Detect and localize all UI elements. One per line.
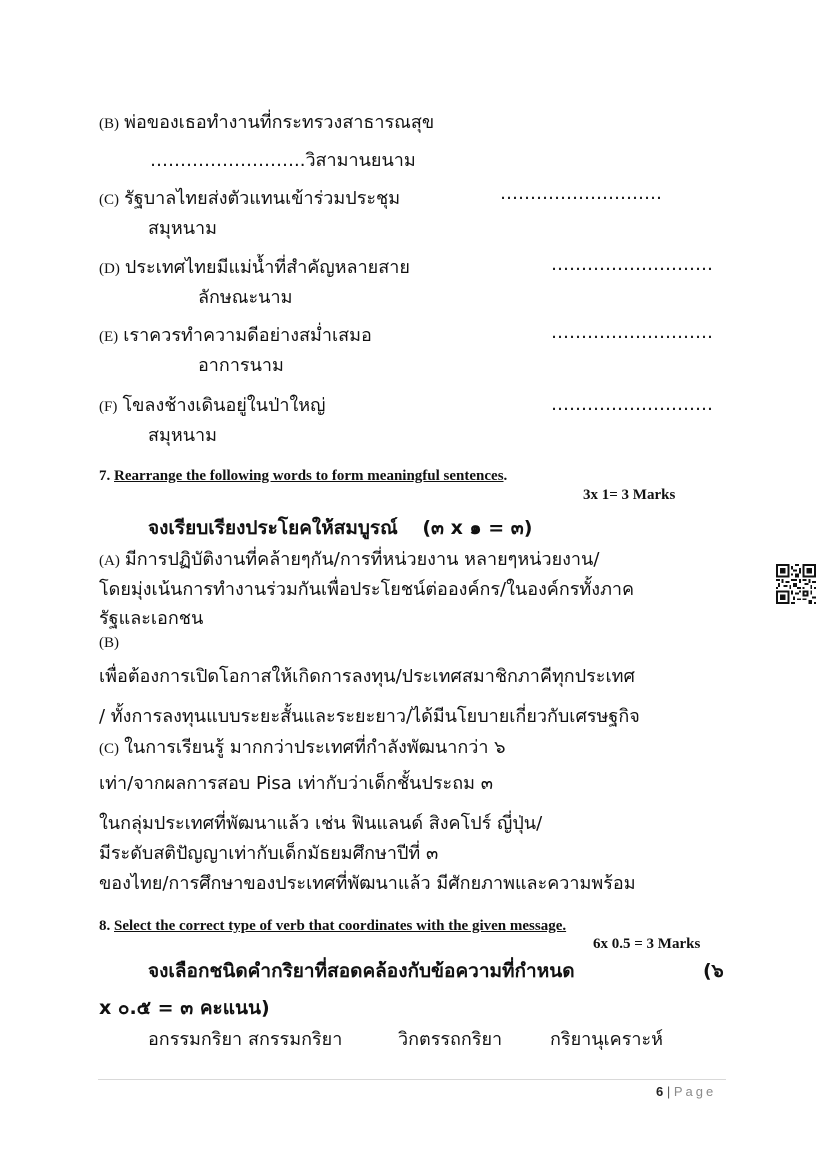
q8-number: 8. (99, 918, 111, 934)
q7-c-line3: ในกลุ่มประเทศที่พัฒนาแล้ว เช่น ฟินแลนด์ สิงคโปร์ ญี่ปุ่น/ (99, 813, 543, 834)
q6-f-blank: ……………………… (551, 394, 713, 415)
q6-f-text: โขลงช้างเดินอยู่ในป่าใหญ่ (122, 395, 326, 416)
q7-a-text1: มีการปฏิบัติงานที่คล้ายๆกัน/การที่หน่วยงาน หลายๆหน่วยงาน/ (124, 549, 600, 570)
q8-thai-marks-1: (๖ (703, 960, 724, 982)
q8-option-3: วิกตรรถกริยา (398, 1029, 503, 1050)
q6-item-f (99, 390, 325, 419)
q6-d-answer: ลักษณะนาม (198, 287, 293, 308)
q6-d-blank: ……………………… (551, 254, 713, 275)
q8-heading (99, 918, 566, 935)
q7-c-line4: มีระดับสติปัญญาเท่ากับเด็กมัธยมศึกษาปีที่ ๓ (99, 843, 439, 864)
q7-b-line2: / ทั้งการลงทุนแบบระยะสั้นและระยะยาว/ได้มีนโยบายเกี่ยวกับเศรษฐกิจ (99, 706, 640, 727)
q6-c-blank: ……………………… (500, 183, 662, 204)
q7-a-line2: โดยมุ่งเน้นการทำงานร่วมกันเพื่อประโยชน์ต่อองค์กร/ในองค์กรทั้งภาค (99, 579, 635, 600)
q6-item-d (99, 252, 410, 281)
q6-b-text: พ่อของเธอทำงานที่กระทรวงสาธารณสุข (124, 112, 435, 133)
page-label: Page (673, 1084, 717, 1099)
q6-e-marker: (E) (99, 329, 119, 345)
q7-a-line3: รัฐและเอกชน (99, 608, 204, 629)
q6-c-text: รัฐบาลไทยส่งตัวแทนเข้าร่วมประชุม (124, 188, 401, 209)
q6-c-marker: (C) (99, 192, 119, 208)
q6-f-answer: สมุหนาม (148, 425, 217, 446)
q7-a-line1 (99, 544, 599, 573)
q6-item-b (99, 107, 434, 136)
q8-option-4: กริยานุเคราะห์ (550, 1029, 664, 1050)
page-number: 6 (656, 1084, 664, 1099)
q7-c-text1: ในการเรียนรู้ มากกว่าประเทศที่กำลังพัฒนากว่า ๖ (124, 737, 506, 758)
q6-d-marker: (D) (99, 261, 120, 277)
q7-b-marker: (B) (99, 635, 119, 651)
q6-b-answer: ……………………..วิสามานยนาม (150, 150, 416, 171)
q7-title: Rearrange the following words to form meaningful sentences (114, 468, 504, 484)
q8-marks: 6x 0.5 = 3 Marks (593, 936, 701, 952)
q6-item-c (99, 183, 400, 212)
q7-thai-heading (148, 513, 532, 543)
q7-marks: 3x 1= 3 Marks (583, 487, 676, 503)
q6-b-marker: (B) (99, 116, 119, 132)
q6-f-marker: (F) (99, 399, 118, 415)
footer-divider (98, 1079, 726, 1080)
q7-period: . (503, 468, 508, 484)
q6-d-text: ประเทศไทยมีแม่น้ำที่สำคัญหลายสาย (124, 257, 410, 278)
footer-separator: | (666, 1084, 671, 1099)
q6-item-e (99, 320, 372, 349)
q7-heading (99, 468, 507, 485)
qr-code (776, 564, 816, 604)
q6-e-text: เราควรทำความดีอย่างสม่ำเสมอ (123, 325, 372, 346)
q7-c-line2: เท่า/จากผลการสอบ Pisa เท่ากับว่าเด็กชั้นประถม ๓ (99, 773, 494, 794)
q7-c-line1 (99, 732, 506, 761)
q8-thai-marks-2: x ๐.๕ = ๓ คะแนน) (99, 997, 270, 1019)
page-footer (656, 1084, 716, 1099)
q7-c-marker: (C) (99, 741, 119, 757)
q7-number: 7. (99, 468, 111, 484)
q7-b-line1: เพื่อต้องการเปิดโอกาสให้เกิดการลงทุน/ประเทศสมาชิกภาคีทุกประเทศ (99, 666, 635, 687)
q7-a-marker: (A) (99, 553, 120, 569)
q8-title: Select the correct type of verb that coordinates with the given message. (114, 918, 567, 934)
q7-c-line5: ของไทย/การศึกษาของประเทศที่พัฒนาแล้ว มีศักยภาพและความพร้อม (99, 873, 636, 894)
q8-thai-instruction: จงเลือกชนิดคำกริยาที่สอดคล้องกับข้อความที่กำหนด (148, 960, 575, 982)
q7-thai-instruction: จงเรียบเรียงประโยคให้สมบูรณ์ (148, 517, 398, 539)
q6-e-answer: อาการนาม (198, 355, 284, 376)
q6-c-answer: สมุหนาม (148, 218, 217, 239)
q6-e-blank: ……………………… (551, 322, 713, 343)
q8-option-1: อกรรมกริยา (148, 1029, 243, 1050)
q8-option-2: สกรรมกริยา (248, 1029, 343, 1050)
q7-thai-marks: (๓ x ๑ = ๓) (422, 517, 533, 539)
